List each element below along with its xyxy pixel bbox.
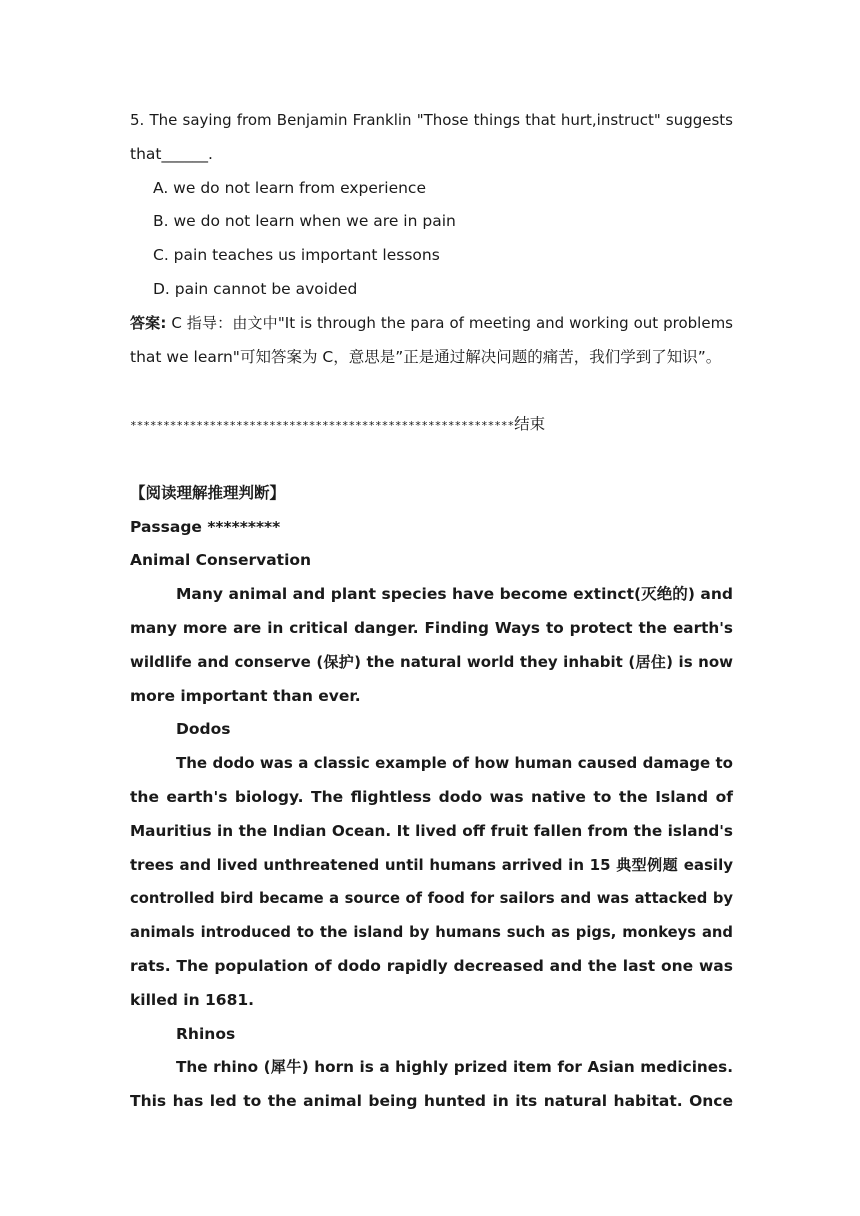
intro-line-3: wildlife and conserve (保护) the natural world they inhabit (居住) is now <box>130 652 733 671</box>
option-a: A. we do not learn from experience <box>153 178 426 197</box>
dodos-line-2: the earth's biology. The flightless dodo was native to the Island of <box>130 787 733 806</box>
rhinos-line-1: The rhino (犀牛) horn is a highly prized item for Asian medicines. <box>176 1058 733 1077</box>
rhinos-line-2: This has led to the animal being hunted in its natural habitat. Once <box>130 1092 733 1111</box>
separator-stars: ********************************************************** <box>130 419 515 433</box>
intro-line-2: many more are in critical danger. Finding Ways to protect the earth's <box>130 618 733 637</box>
answer-line-1 <box>130 307 733 341</box>
answer-explanation: C 指导：由文中"It is through the para of meeting and working out problems <box>166 313 733 332</box>
dodos-line-8: killed in 1681. <box>130 990 255 1009</box>
option-b: B. we do not learn when we are in pain <box>153 212 456 231</box>
answer-label: 答案: <box>130 313 167 332</box>
intro-line-4: more important than ever. <box>130 686 361 705</box>
dodos-line-7: rats. The population of dodo rapidly decreased and the last one was <box>130 956 733 975</box>
intro-line-1: Many animal and plant species have become extinct(灭绝的) and <box>176 585 733 604</box>
section-heading: 【阅读理解推理判断】 <box>130 483 286 502</box>
dodos-line-4: trees and lived unthreatened until humans arrived in 15 典型例题 easily <box>130 855 733 874</box>
question-stem-line-1: 5. The saying from Benjamin Franklin "Those things that hurt,instruct" suggests <box>130 111 733 129</box>
dodos-heading: Dodos <box>176 720 231 739</box>
dodos-line-1: The dodo was a classic example of how human caused damage to <box>176 754 733 773</box>
dodos-line-3: Mauritius in the Indian Ocean. It lived off fruit fallen from the island's <box>130 821 733 840</box>
passage-title: Animal Conservation <box>130 551 312 570</box>
option-d: D. pain cannot be avoided <box>153 279 358 298</box>
passage-label: Passage ********* <box>130 517 281 536</box>
answer-line-2: that we learn"可知答案为 C，意思是”正是通过解决问题的痛苦，我们学到了知识”。 <box>130 347 722 366</box>
document-page <box>130 104 733 1119</box>
question-stem-line-2: that______. <box>130 144 213 163</box>
separator-end-text: 结束 <box>514 415 546 434</box>
dodos-line-6: animals introduced to the island by humans such as pigs, monkeys and <box>130 924 733 942</box>
separator-line <box>130 408 733 443</box>
dodos-line-5: controlled bird became a source of food for sailors and was attacked by <box>130 890 733 908</box>
option-c: C. pain teaches us important lessons <box>153 246 440 265</box>
rhinos-heading: Rhinos <box>176 1024 236 1043</box>
